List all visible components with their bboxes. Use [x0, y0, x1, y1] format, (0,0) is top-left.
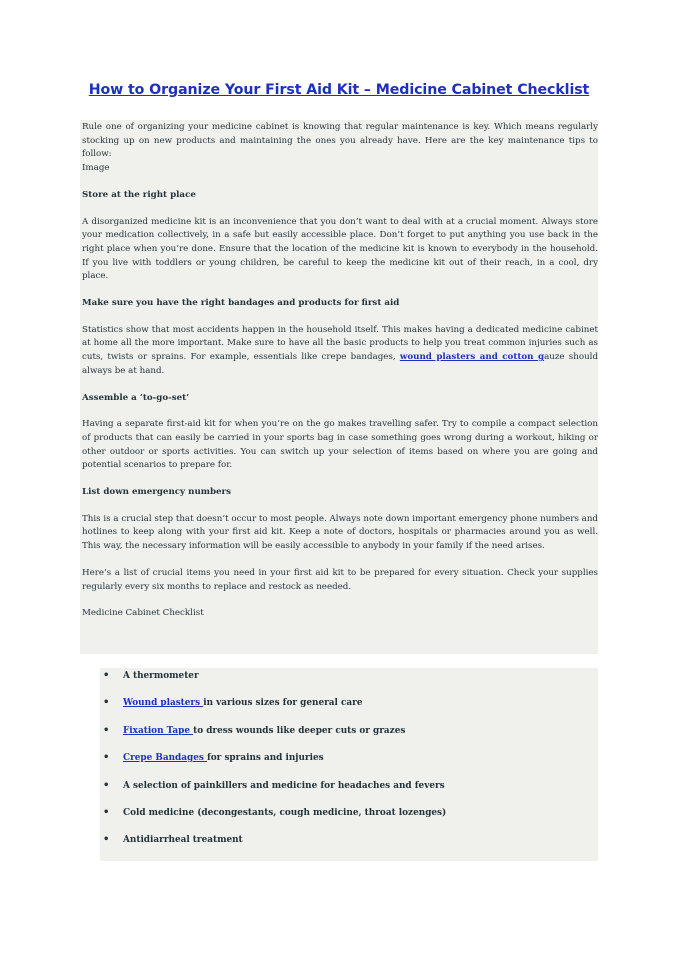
wound-plasters-item-link[interactable]: Wound plasters — [123, 698, 204, 709]
wound-plasters-link[interactable]: wound plasters and cotton g — [399, 352, 545, 363]
fixation-tape-link[interactable]: Fixation Tape — [123, 725, 194, 736]
intro-paragraph: Rule one of organizing your medicine cabinet is knowing that regular maintenance is key. Which means regularly stocking up on new products and maintaining the ones you already have. Here are the key maintenance tips to follow: — [82, 122, 598, 160]
checklist-item-text: Antidiarrheal treatment — [123, 835, 243, 846]
section-text-bandages-part1: Statistics show that most accidents happen in the household itself. This makes having a dedicated medicine cabinet at home all the more important. Make sure to have all the basic products to help you treat common injuries such as cuts, twists or sprains. For example, essentials like crepe bandages, — [82, 324, 598, 363]
checklist-item — [100, 805, 598, 832]
section-text-to-go-set: Having a separate first-aid kit for when you’re on the go makes travelling safer. Try to compile a compact selection of products that can easily be carried in your sports bag in case something goes wrong during a workout, hiking or other outdoor or sports activities. You can switch up your selection of items based on where you are going and potential scenarios to prepare for. — [82, 419, 598, 471]
bullet-icon: • — [103, 752, 110, 764]
checklist-item-text: A selection of painkillers and medicine for headaches and fevers — [123, 780, 445, 791]
closing-paragraph: Here’s a list of crucial items you need in your first aid kit to be prepared for every situation. Check your supplies regularly every six months to replace and restock as needed. — [82, 567, 598, 592]
bullet-icon: • — [103, 670, 110, 681]
bullet-icon: • — [103, 724, 110, 736]
checklist-item — [100, 723, 598, 750]
checklist-item — [100, 668, 598, 695]
checklist-item-text: for sprains and injuries — [206, 753, 324, 764]
checklist-item — [100, 695, 598, 722]
checklist-item-text: Cold medicine (decongestants, cough medicine, throat lozenges) — [123, 807, 447, 818]
checklist-item — [100, 750, 598, 777]
bullet-icon: • — [103, 697, 110, 709]
checklist-box — [100, 668, 598, 861]
section-text-emergency: This is a crucial step that doesn’t occur to most people. Always note down important emergency phone numbers and hotlines to keep along with your first aid kit. Keep a note of doctors, hospitals or pharmacies around you as well. This way, the necessary information will be easily accessible to anybody in your family if the need arises. — [82, 513, 598, 552]
section-heading-to-go-set: Assemble a ‘to-go-set’ — [82, 392, 190, 403]
section-text-bandages — [82, 324, 598, 379]
bullet-icon: • — [103, 834, 110, 846]
section-heading-bandages: Make sure you have the right bandages and products for first aid — [82, 298, 400, 309]
crepe-bandages-link[interactable]: Crepe Bandages — [123, 753, 207, 764]
checklist-item-text: to dress wounds like deeper cuts or grazes — [193, 725, 406, 736]
bullet-icon: • — [103, 806, 110, 818]
section-text-bandages-part2: auze should always be at hand. — [82, 352, 599, 376]
section-text-store: A disorganized medicine kit is an inconvenience that you don’t want to deal with at a crucial moment. Always store your medication collectively, in a safe but easily accessible place. Don’t forget to put anything you use back in the right place when you’re done. Ensure that the location of the medicine kit is known to everybody in the household. If you live with toddlers or young children, be careful to keep the medicine kit out of their reach, in a cool, dry place. — [82, 216, 598, 282]
section-heading-emergency: List down emergency numbers — [82, 487, 232, 498]
article-body — [80, 120, 598, 654]
page-title: How to Organize Your First Aid Kit – Medicine Cabinet Checklist — [88, 82, 590, 98]
checklist-item — [100, 778, 598, 805]
bullet-icon: • — [103, 779, 110, 791]
checklist-item-text: in various sizes for general care — [203, 698, 363, 709]
checklist — [100, 668, 598, 860]
image-placeholder-label: Image — [82, 163, 110, 174]
checklist-item — [100, 832, 598, 859]
checklist-label: Medicine Cabinet Checklist — [82, 608, 204, 619]
checklist-item-text: A thermometer — [123, 671, 199, 681]
section-heading-store: Store at the right place — [82, 189, 196, 200]
